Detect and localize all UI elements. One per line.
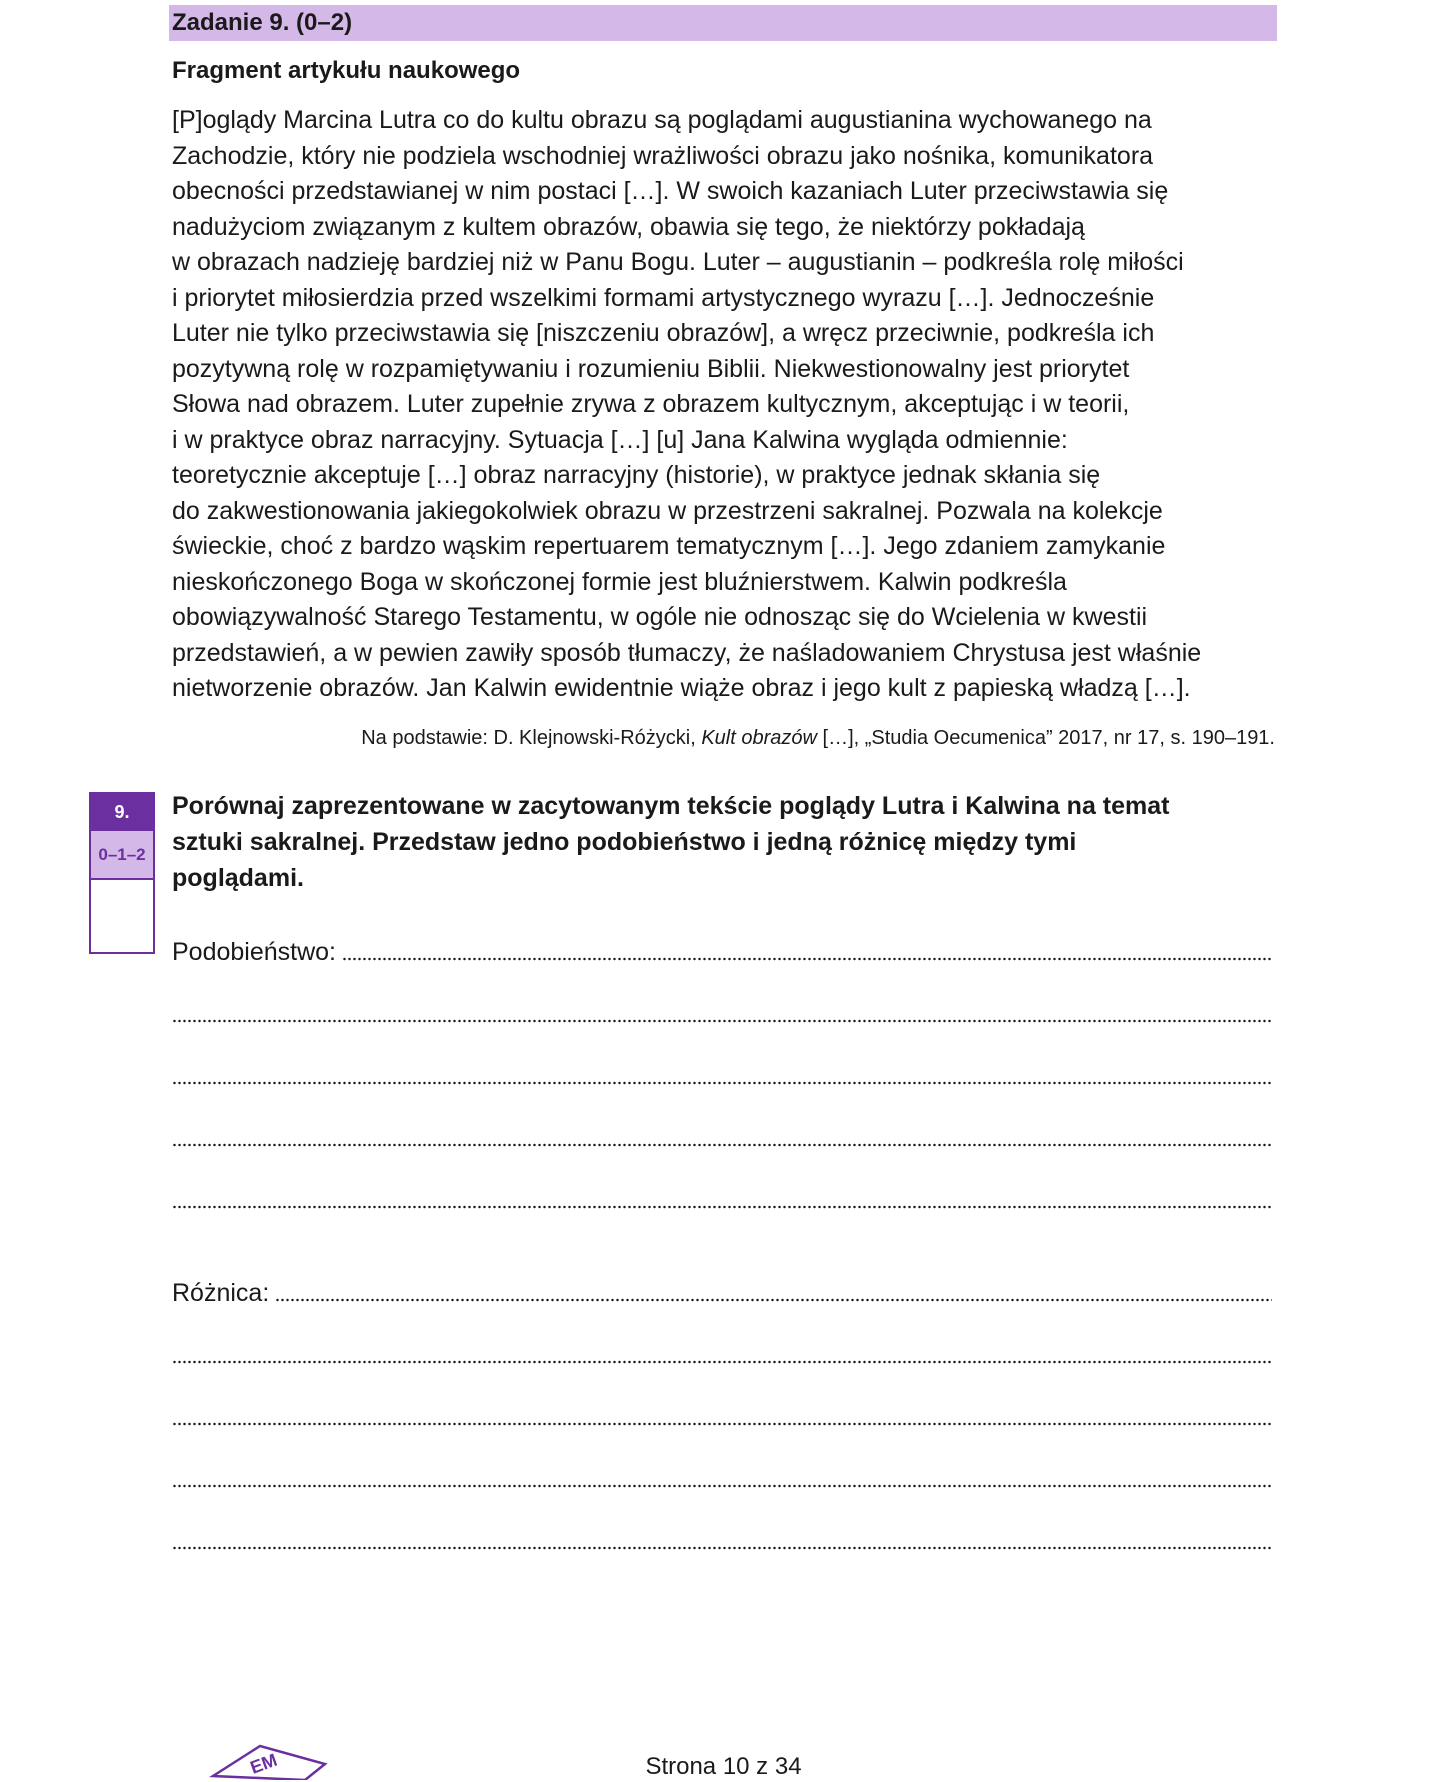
dotted-line (172, 1484, 1272, 1488)
article-line: nietworzenie obrazów. Jan Kalwin ewidentnie wiąże obraz i jego kult z papieską władzą […]. (172, 674, 1191, 702)
dotted-line (172, 1360, 1272, 1364)
article-line: [P]oglądy Marcina Lutra co do kultu obrazu są poglądami augustianina wychowanego na (172, 106, 1152, 134)
score-box (89, 792, 155, 954)
article-line: i priorytet miłosierdzia przed wszelkimi formami artystycznego wyrazu […]. Jednocześnie (172, 283, 1155, 312)
difference-answer-line[interactable] (172, 1277, 1272, 1309)
similarity-answer-line[interactable] (172, 1122, 1272, 1154)
task-header: Zadanie 9. (0–2) (169, 5, 1277, 41)
dotted-line (172, 1205, 1272, 1209)
similarity-answer-line[interactable] (172, 1060, 1272, 1092)
dotted-line (172, 1081, 1272, 1085)
similarity-answer-line[interactable] (172, 998, 1272, 1030)
article-line: przedstawień, a w pewien zawiły sposób tłumaczy, że naśladowaniem Chrystusa jest właśnie (172, 638, 1202, 667)
dotted-line (275, 1298, 1272, 1302)
source-citation (361, 724, 1275, 752)
similarity-label: Podobieństwo: (172, 938, 337, 966)
article-line: nieskończonego Boga w skończonej formie jest bluźnierstwem. Kalwin podkreśla (172, 567, 1067, 596)
source-prefix: Na podstawie: D. Klejnowski-Różycki, (361, 727, 702, 749)
dotted-line (172, 1422, 1272, 1426)
point-scale: 0–1–2 (91, 831, 153, 880)
article-line: teoretycznie akceptuje […] obraz narracyjny (historie), w praktyce jednak skłania się (172, 461, 1101, 489)
similarity-answer-line[interactable] (172, 936, 1272, 968)
question-line: sztuki sakralnej. Przedstaw jedno podobieństwo i jedną różnicę między tymi (172, 828, 1077, 856)
source-suffix: […], „Studia Oecumenica” 2017, nr 17, s. 190–191. (816, 727, 1275, 749)
question-text (172, 788, 1282, 896)
article-line: obowiązywalność Starego Testamentu, w ogóle nie odnosząc się do Wcielenia w kwestii (172, 603, 1148, 631)
article-line: Zachodzie, który nie podziela wschodniej wrażliwości obrazu jako nośnika, komunikatora (172, 141, 1154, 170)
question-line: Porównaj zaprezentowane w zacytowanym tekście poglądy Lutra i Kalwina na temat (172, 792, 1170, 820)
article-line: Słowa nad obrazem. Luter zupełnie zrywa z obrazem kultycznym, akceptując i w teorii, (172, 390, 1130, 418)
dotted-line (172, 1143, 1272, 1147)
article-title: Fragment artykułu naukowego (172, 57, 521, 84)
task-number: 9. (91, 794, 153, 831)
article-line: obecności przedstawianej w nim postaci […]. W swoich kazaniach Luter przeciwstawia się (172, 177, 1169, 205)
source-title: Kult obrazów (701, 727, 817, 749)
difference-answer-line[interactable] (172, 1339, 1272, 1371)
article-line: Luter nie tylko przeciwstawia się [niszczeniu obrazów], a wręcz przeciwnie, podkreśla ich (172, 319, 1155, 347)
difference-label: Różnica: (172, 1279, 270, 1307)
article-text (172, 103, 1282, 707)
article-line: do zakwestionowania jakiegokolwiek obrazu w przestrzeni sakralnej. Pozwala na kolekcje (172, 496, 1163, 525)
dotted-line (342, 957, 1272, 961)
article-line: nadużyciom związanym z kultem obrazów, obawia się tego, że niektórzy pokładają (172, 212, 1085, 241)
difference-answer-line[interactable] (172, 1463, 1272, 1495)
article-line: i w praktyce obraz narracyjny. Sytuacja […] [u] Jana Kalwina wygląda odmiennie: (172, 425, 1068, 454)
article-line: świeckie, choć z bardzo wąskim repertuarem tematycznym […]. Jego zdaniem zamykanie (172, 532, 1166, 560)
article-line: pozytywną rolę w rozpamiętywaniu i rozumieniu Biblii. Niekwestionowalny jest priorytet (172, 354, 1130, 383)
similarity-answer-line[interactable] (172, 1184, 1272, 1216)
question-line: poglądami. (172, 864, 304, 892)
dotted-line (172, 1019, 1272, 1023)
article-line: w obrazach nadzieję bardziej niż w Panu Bogu. Luter – augustianin – podkreśla rolę miłości (172, 248, 1184, 276)
page-number: Strona 10 z 34 (645, 1753, 802, 1780)
logo-text: EM (247, 1749, 280, 1778)
difference-answer-line[interactable] (172, 1525, 1272, 1557)
dotted-line (172, 1546, 1272, 1550)
difference-answer-line[interactable] (172, 1401, 1272, 1433)
